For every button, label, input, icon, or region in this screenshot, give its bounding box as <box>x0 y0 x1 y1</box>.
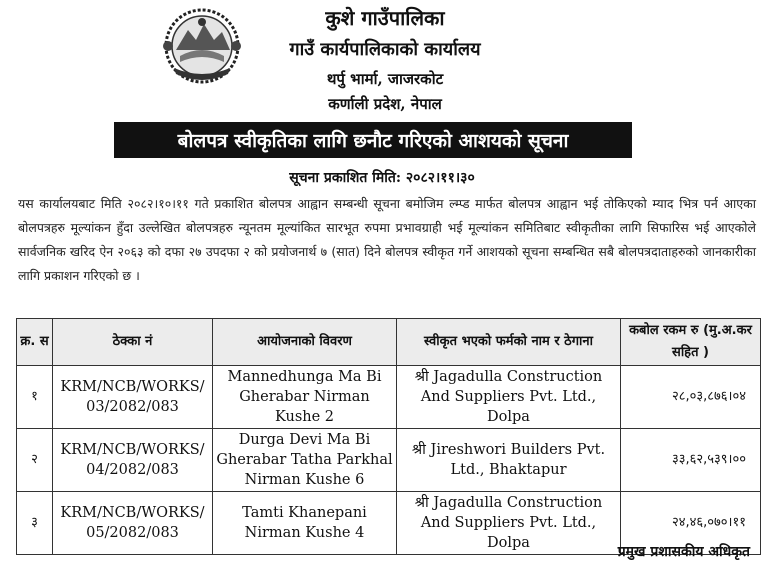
header-firm: स्वीकृत भएको फर्मको नाम र ठेगाना <box>397 319 621 366</box>
table-row <box>17 366 761 429</box>
row-serial: २ <box>17 429 53 492</box>
row-serial: १ <box>17 366 53 429</box>
row-contract-no: KRM/NCB/WORKS/ 05/2082/083 <box>53 492 213 555</box>
awards-table <box>16 318 761 555</box>
address-line-2: कर्णाली प्रदेश, नेपाल <box>328 95 442 113</box>
row-project: Tamti Khanepani Nirman Kushe 4 <box>213 492 397 555</box>
header-project: आयोजनाको विवरण <box>213 319 397 366</box>
header-amount: कबोल रकम रु (मु.अ.कर सहित ) <box>621 319 761 366</box>
row-amount: २४,४६,०७०।११ <box>621 492 761 555</box>
signoff-designation: प्रमुख प्रशासकीय अधिकृत <box>617 544 750 560</box>
notice-body: यस कार्यालयबाट मिति २०८२।१०।११ गते प्रकाशित बोलपत्र आह्वान सम्बन्धी सूचना बमोजिम ल्म्प्ड मार्फत बोलपत्र आह्वान भई तोकिएको म्याद भित्र पर्न आएका बोलपत्रहरु मूल्यांकन हुँदा उल्लेखित बोलपत्रहरु न्यूनतम मूल्यांकित सारभूत रुपमा प्रभावग्राही भई मूल्यांकन समितिबाट स्वीकृतीका लागि सिफारिस भई आएकोले सार्वजनिक खरिद ऐन २०६३ को दफा २७ उपदफा २ को प्रयोजनार्थ ७ (सात) दिने बोलपत्र स्वीकृत गर्ने आशयको सूचना सम्बन्धित सबै बोलपत्रदाताहरुको जानकारीका लागि प्रकाशन गरिएको छ । <box>18 196 756 283</box>
row-project: Mannedhunga Ma Bi Gherabar Nirman Kushe 2 <box>213 366 397 429</box>
row-firm: श्री Jireshwori Builders Pvt. Ltd., Bhaktapur <box>397 429 621 492</box>
header-serial: क्र. स <box>17 319 53 366</box>
office-name: गाउँ कार्यपालिकाको कार्यालय <box>289 39 481 60</box>
address-line-1: थर्पु भार्मा, जाजरकोट <box>326 70 444 88</box>
row-contract-no: KRM/NCB/WORKS/ 03/2082/083 <box>53 366 213 429</box>
table-row <box>17 429 761 492</box>
row-serial: ३ <box>17 492 53 555</box>
row-contract-no: KRM/NCB/WORKS/ 04/2082/083 <box>53 429 213 492</box>
nepal-emblem-icon <box>158 6 246 88</box>
row-amount: २८,०३,८७६।०४ <box>621 366 761 429</box>
notice-title: बोलपत्र स्वीकृतिका लागि छनौट गरिएको आशयको सूचना <box>177 130 569 152</box>
publication-date: सूचना प्रकाशित मिति: २०८२।११।३० <box>289 170 475 186</box>
table-header-row <box>17 319 761 366</box>
row-amount: ३३,६२,५३९।०० <box>621 429 761 492</box>
header-contract-no: ठेक्का नं <box>53 319 213 366</box>
municipality-name: कुशे गाउँपालिका <box>325 6 445 30</box>
row-firm: श्री Jagadulla Construction And Suppliers Pvt. Ltd., Dolpa <box>397 492 621 555</box>
row-project: Durga Devi Ma Bi Gherabar Tatha Parkhal Nirman Kushe 6 <box>213 429 397 492</box>
notice-title-banner <box>114 122 632 158</box>
row-firm: श्री Jagadulla Construction And Suppliers Pvt. Ltd., Dolpa <box>397 366 621 429</box>
